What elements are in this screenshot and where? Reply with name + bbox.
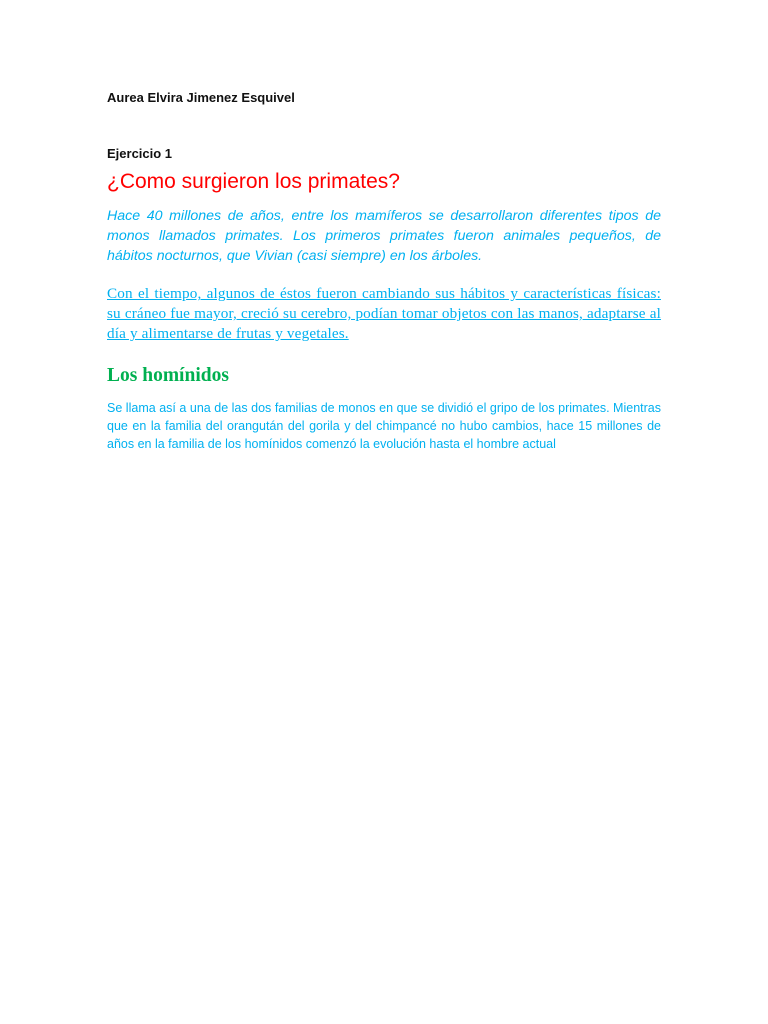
section-heading-hominids: Los homínidos [107,364,229,386]
paragraph-evolution-traits: Con el tiempo, algunos de éstos fueron cambiando sus hábitos y características físicas: su cráneo fue mayor, creció su cerebro, podían tomar objetos con las manos, adaptarse al día y alimentarse de frutas y vegetales. [107,285,661,342]
exercise-label: Ejercicio 1 [107,146,173,161]
author-name: Aurea Elvira Jimenez Esquivel [107,90,295,105]
document-page [107,88,661,453]
paragraph-origin-primates: Hace 40 millones de años, entre los mamíferos se desarrollaron diferentes tipos de monos llamados primates. Los primeros primates fueron animales pequeños, de hábitos nocturnos, que Vivian (casi siempre) en los árboles. [107,208,661,264]
page-title: ¿Como surgieron los primates? [107,170,400,193]
paragraph-hominids: Se llama así a una de las dos familias de monos en que se dividió el gripo de los primates. Mientras que en la familia del orangután del gorila y del chimpancé no hubo cambios, hace 15 millones de años en la familia de los homínidos comenzó la evolución hasta el hombre actual [107,400,661,451]
